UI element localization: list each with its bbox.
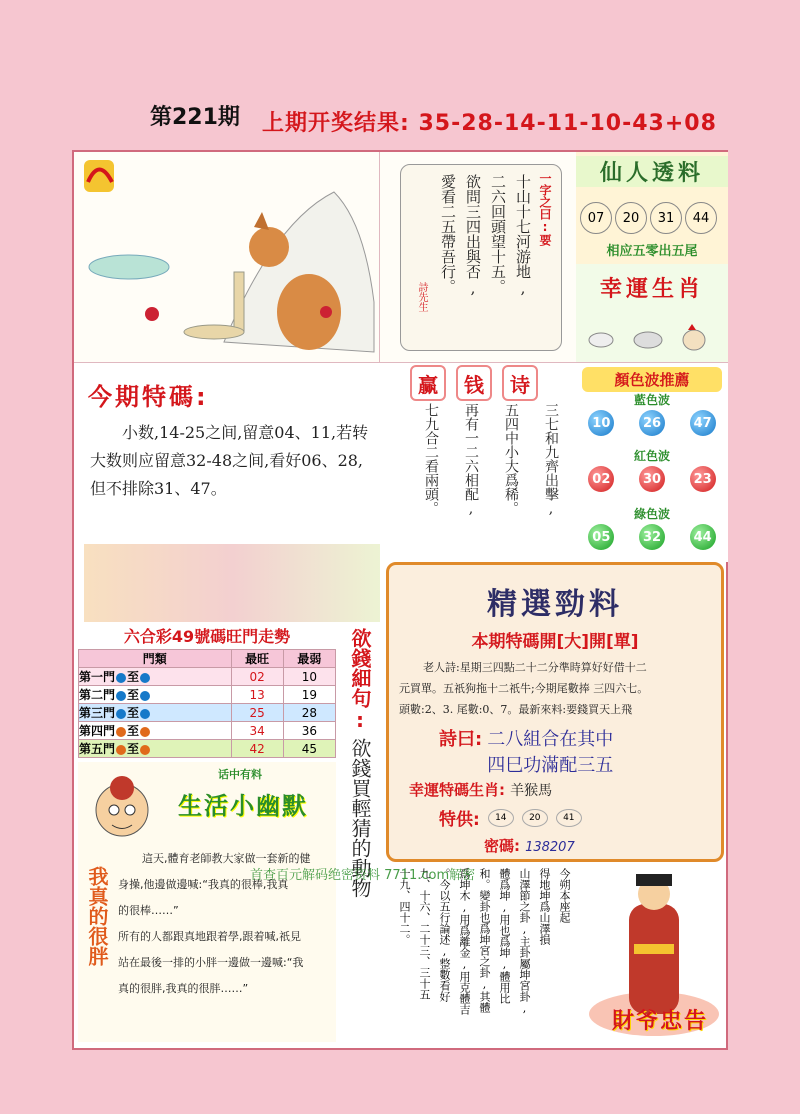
lucky-zodiac-panel xyxy=(576,264,728,362)
advice-column: 。今以五行論述,整數看好 xyxy=(438,868,451,1002)
money-verse-title: 欲錢細句: xyxy=(348,628,372,732)
table-row xyxy=(79,686,336,704)
humor-line: 身操,他邊做邊喊:“我真的很棒,我真 xyxy=(118,878,289,891)
previous-result xyxy=(262,106,717,137)
result-label: 上期开奖结果: xyxy=(262,111,410,136)
newspaper-sheet xyxy=(72,150,728,1050)
poem-stamp: 詩先生 xyxy=(416,282,427,312)
number-ball: 44 xyxy=(690,524,716,550)
win-poem-column: 三七和九齊出擊, xyxy=(543,403,559,517)
trend-table xyxy=(78,649,336,758)
poem-scroll-panel xyxy=(380,152,576,362)
win-poem-column: 再有一二六相配, xyxy=(463,403,479,517)
win-poem-panel xyxy=(380,362,576,562)
win-poem-char: 钱 xyxy=(456,365,492,401)
trend-header: 門類 xyxy=(79,650,232,668)
number-ball: 20 xyxy=(615,202,647,234)
poem-column: 愛看二五帶吾行。 xyxy=(439,174,457,294)
xianren-caption: 相应五零出五尾 xyxy=(606,244,698,259)
humor-title: 生活小幽默 xyxy=(178,792,308,820)
special-code-body: 小数,14-25之间,留意04、11,若转大数则应留意32-48之间,看好06、28,但不排除31、47。 xyxy=(90,423,369,498)
selected-subtitle: 本期特碼開[大]開[單] xyxy=(471,632,639,652)
faded-image xyxy=(84,544,380,622)
humor-line: 站在最後一排的小胖一邊做一邊喊:“我 xyxy=(118,956,304,969)
wave-group-red xyxy=(576,447,728,492)
poem-label: 詩曰: xyxy=(439,729,483,750)
win-poem-char: 赢 xyxy=(410,365,446,401)
win-poem-column: 五四中小大爲稀。 xyxy=(503,403,519,515)
code-value: 138207 xyxy=(525,840,575,855)
advice-title: 財爷忠告 xyxy=(611,1009,708,1034)
number-ball: 23 xyxy=(690,466,716,492)
issue-number: 第221期 xyxy=(150,105,240,130)
cloud-icon xyxy=(89,255,169,279)
win-poem-columns xyxy=(420,403,562,517)
zodiac-value: 羊猴馬 xyxy=(510,783,553,799)
trend-gate: 第三門 xyxy=(79,706,116,720)
squirrel-illustration xyxy=(74,152,380,362)
special-ball: 41 xyxy=(556,809,582,827)
trend-range: 至 xyxy=(127,688,140,702)
trend-max: 42 xyxy=(231,740,283,758)
humor-tag: 话中有料 xyxy=(218,768,262,781)
poem-column: 二六回頭望十五。 xyxy=(489,174,507,294)
number-ball: 47 xyxy=(690,410,716,436)
number-ball: 31 xyxy=(650,202,682,234)
trend-range: 至 xyxy=(127,670,140,684)
trend-gate: 第一門 xyxy=(79,670,116,684)
trend-min: 36 xyxy=(283,722,335,740)
number-ball: 44 xyxy=(685,202,717,234)
wave-label: 綠色波 xyxy=(633,507,670,521)
selected-line: 頭數:2、3. 尾數:0、7。最新來料:要錢買天上飛 xyxy=(399,703,633,716)
trend-range: 至 xyxy=(127,706,140,720)
wave-group-green xyxy=(576,505,728,550)
special-ball: 14 xyxy=(488,809,514,827)
humor-line: 所有的人都跟真地跟着學,跟着喊,祇見 xyxy=(118,930,301,943)
zodiac-animals-icon xyxy=(576,312,728,362)
advice-column: 和。變卦也爲坤宮之卦,其體 xyxy=(478,868,491,1013)
humor-line: 的很棒……” xyxy=(118,904,179,917)
result-numbers: 35-28-14-11-10-43+08 xyxy=(418,111,717,136)
trend-min: 28 xyxy=(283,704,335,722)
color-wave-panel xyxy=(576,362,728,562)
trend-min: 10 xyxy=(283,668,335,686)
table-row xyxy=(79,704,336,722)
selected-body xyxy=(399,657,715,720)
poem-column: 十山十七河游地, xyxy=(514,174,532,297)
table-row xyxy=(79,740,336,758)
trend-max: 25 xyxy=(231,704,283,722)
win-poem-title xyxy=(410,365,538,401)
advice-column: 九、十六、二十三、三十五 xyxy=(418,868,431,1000)
trend-min: 45 xyxy=(283,740,335,758)
xianren-panel xyxy=(576,152,728,264)
xianren-balls xyxy=(580,202,717,234)
selected-title: 精選勁料 xyxy=(487,587,623,622)
selected-code xyxy=(484,835,575,856)
zodiac-label: 幸運特碼生肖: xyxy=(409,781,505,799)
win-poem-column: 七九合二看兩頭。 xyxy=(423,403,439,515)
selected-poem xyxy=(439,725,613,777)
trend-header: 最弱 xyxy=(283,650,335,668)
advice-columns xyxy=(395,868,574,1015)
humor-panel xyxy=(78,762,336,1042)
xianren-title: 仙人透料 xyxy=(576,156,728,187)
code-label: 密碼: xyxy=(484,837,520,855)
trend-max: 13 xyxy=(231,686,283,704)
poem-scroll-title: 一字之曰:要 xyxy=(538,172,552,246)
number-ball: 05 xyxy=(588,524,614,550)
number-ball: 07 xyxy=(580,202,612,234)
wave-label: 紅色波 xyxy=(633,449,670,463)
advice-column: 得地坤爲山澤損 xyxy=(538,868,551,945)
trend-min: 19 xyxy=(283,686,335,704)
selected-zodiac xyxy=(409,779,552,800)
humor-line: 真的很胖,我真的很胖……” xyxy=(118,982,249,995)
poem-line: 二八組合在其中 xyxy=(487,729,614,750)
poem-column: 欲問三四出與否, xyxy=(464,174,482,297)
cartoon-panel xyxy=(74,152,380,362)
lucky-zodiac-title: 幸運生肖 xyxy=(599,277,704,302)
advice-column: 十九、四十二。 xyxy=(398,868,411,945)
table-row xyxy=(79,668,336,686)
advice-column: 爲坤木,用爲離金,用克體吉 xyxy=(458,868,471,1015)
poem-scroll-columns xyxy=(438,174,534,297)
color-wave-title: 顏色波推薦 xyxy=(582,367,722,392)
trend-panel xyxy=(78,622,336,758)
selected-line: 元買單。五祇狗拖十二祇牛;今期尾數捧 三四六七。 xyxy=(399,682,649,695)
number-ball: 02 xyxy=(588,466,614,492)
special-label: 特供: xyxy=(439,810,480,830)
selected-special xyxy=(439,805,582,830)
watermark: 首查百元解码绝密资料 7711.com解密 xyxy=(250,868,476,883)
advice-panel xyxy=(386,864,724,1046)
humor-side: 我真的很胖 xyxy=(85,866,109,966)
humor-line: 這天,體育老師教大家做一套新的健 xyxy=(142,852,311,865)
special-ball: 20 xyxy=(522,809,548,827)
number-ball: 30 xyxy=(639,466,665,492)
selected-line: 老人詩:星期三四點二十二分準時算好好借十二 xyxy=(423,661,647,674)
trend-max: 34 xyxy=(231,722,283,740)
special-code-title: 今期特碼: xyxy=(88,383,209,411)
poem-line: 四巳功滿配三五 xyxy=(487,755,614,776)
trend-title: 六合彩49號碼旺門走勢 xyxy=(123,627,291,646)
trend-gate: 第五門 xyxy=(79,742,116,756)
trend-max: 02 xyxy=(231,668,283,686)
wave-label: 藍色波 xyxy=(633,393,670,407)
special-code-panel xyxy=(74,362,380,542)
wave-group-blue xyxy=(576,391,728,436)
number-ball: 10 xyxy=(588,410,614,436)
selected-panel xyxy=(386,562,724,862)
trend-gate: 第二門 xyxy=(79,688,116,702)
trend-range: 至 xyxy=(127,742,140,756)
advice-column: 山澤節之卦,主卦屬坤宮卦, xyxy=(518,868,531,1015)
trend-gate: 第四門 xyxy=(79,724,116,738)
money-verse-panel xyxy=(340,622,380,1042)
number-ball: 32 xyxy=(639,524,665,550)
number-ball: 26 xyxy=(639,410,665,436)
table-row xyxy=(79,722,336,740)
trend-range: 至 xyxy=(127,724,140,738)
win-poem-char: 诗 xyxy=(502,365,538,401)
advice-column: 體爲坤,用也爲坤,體用比 xyxy=(498,868,511,1004)
money-verse-body: 欲錢買輕猜的動物 xyxy=(348,738,372,898)
advice-column: 今朔本座起 xyxy=(558,868,571,923)
trend-header: 最旺 xyxy=(231,650,283,668)
